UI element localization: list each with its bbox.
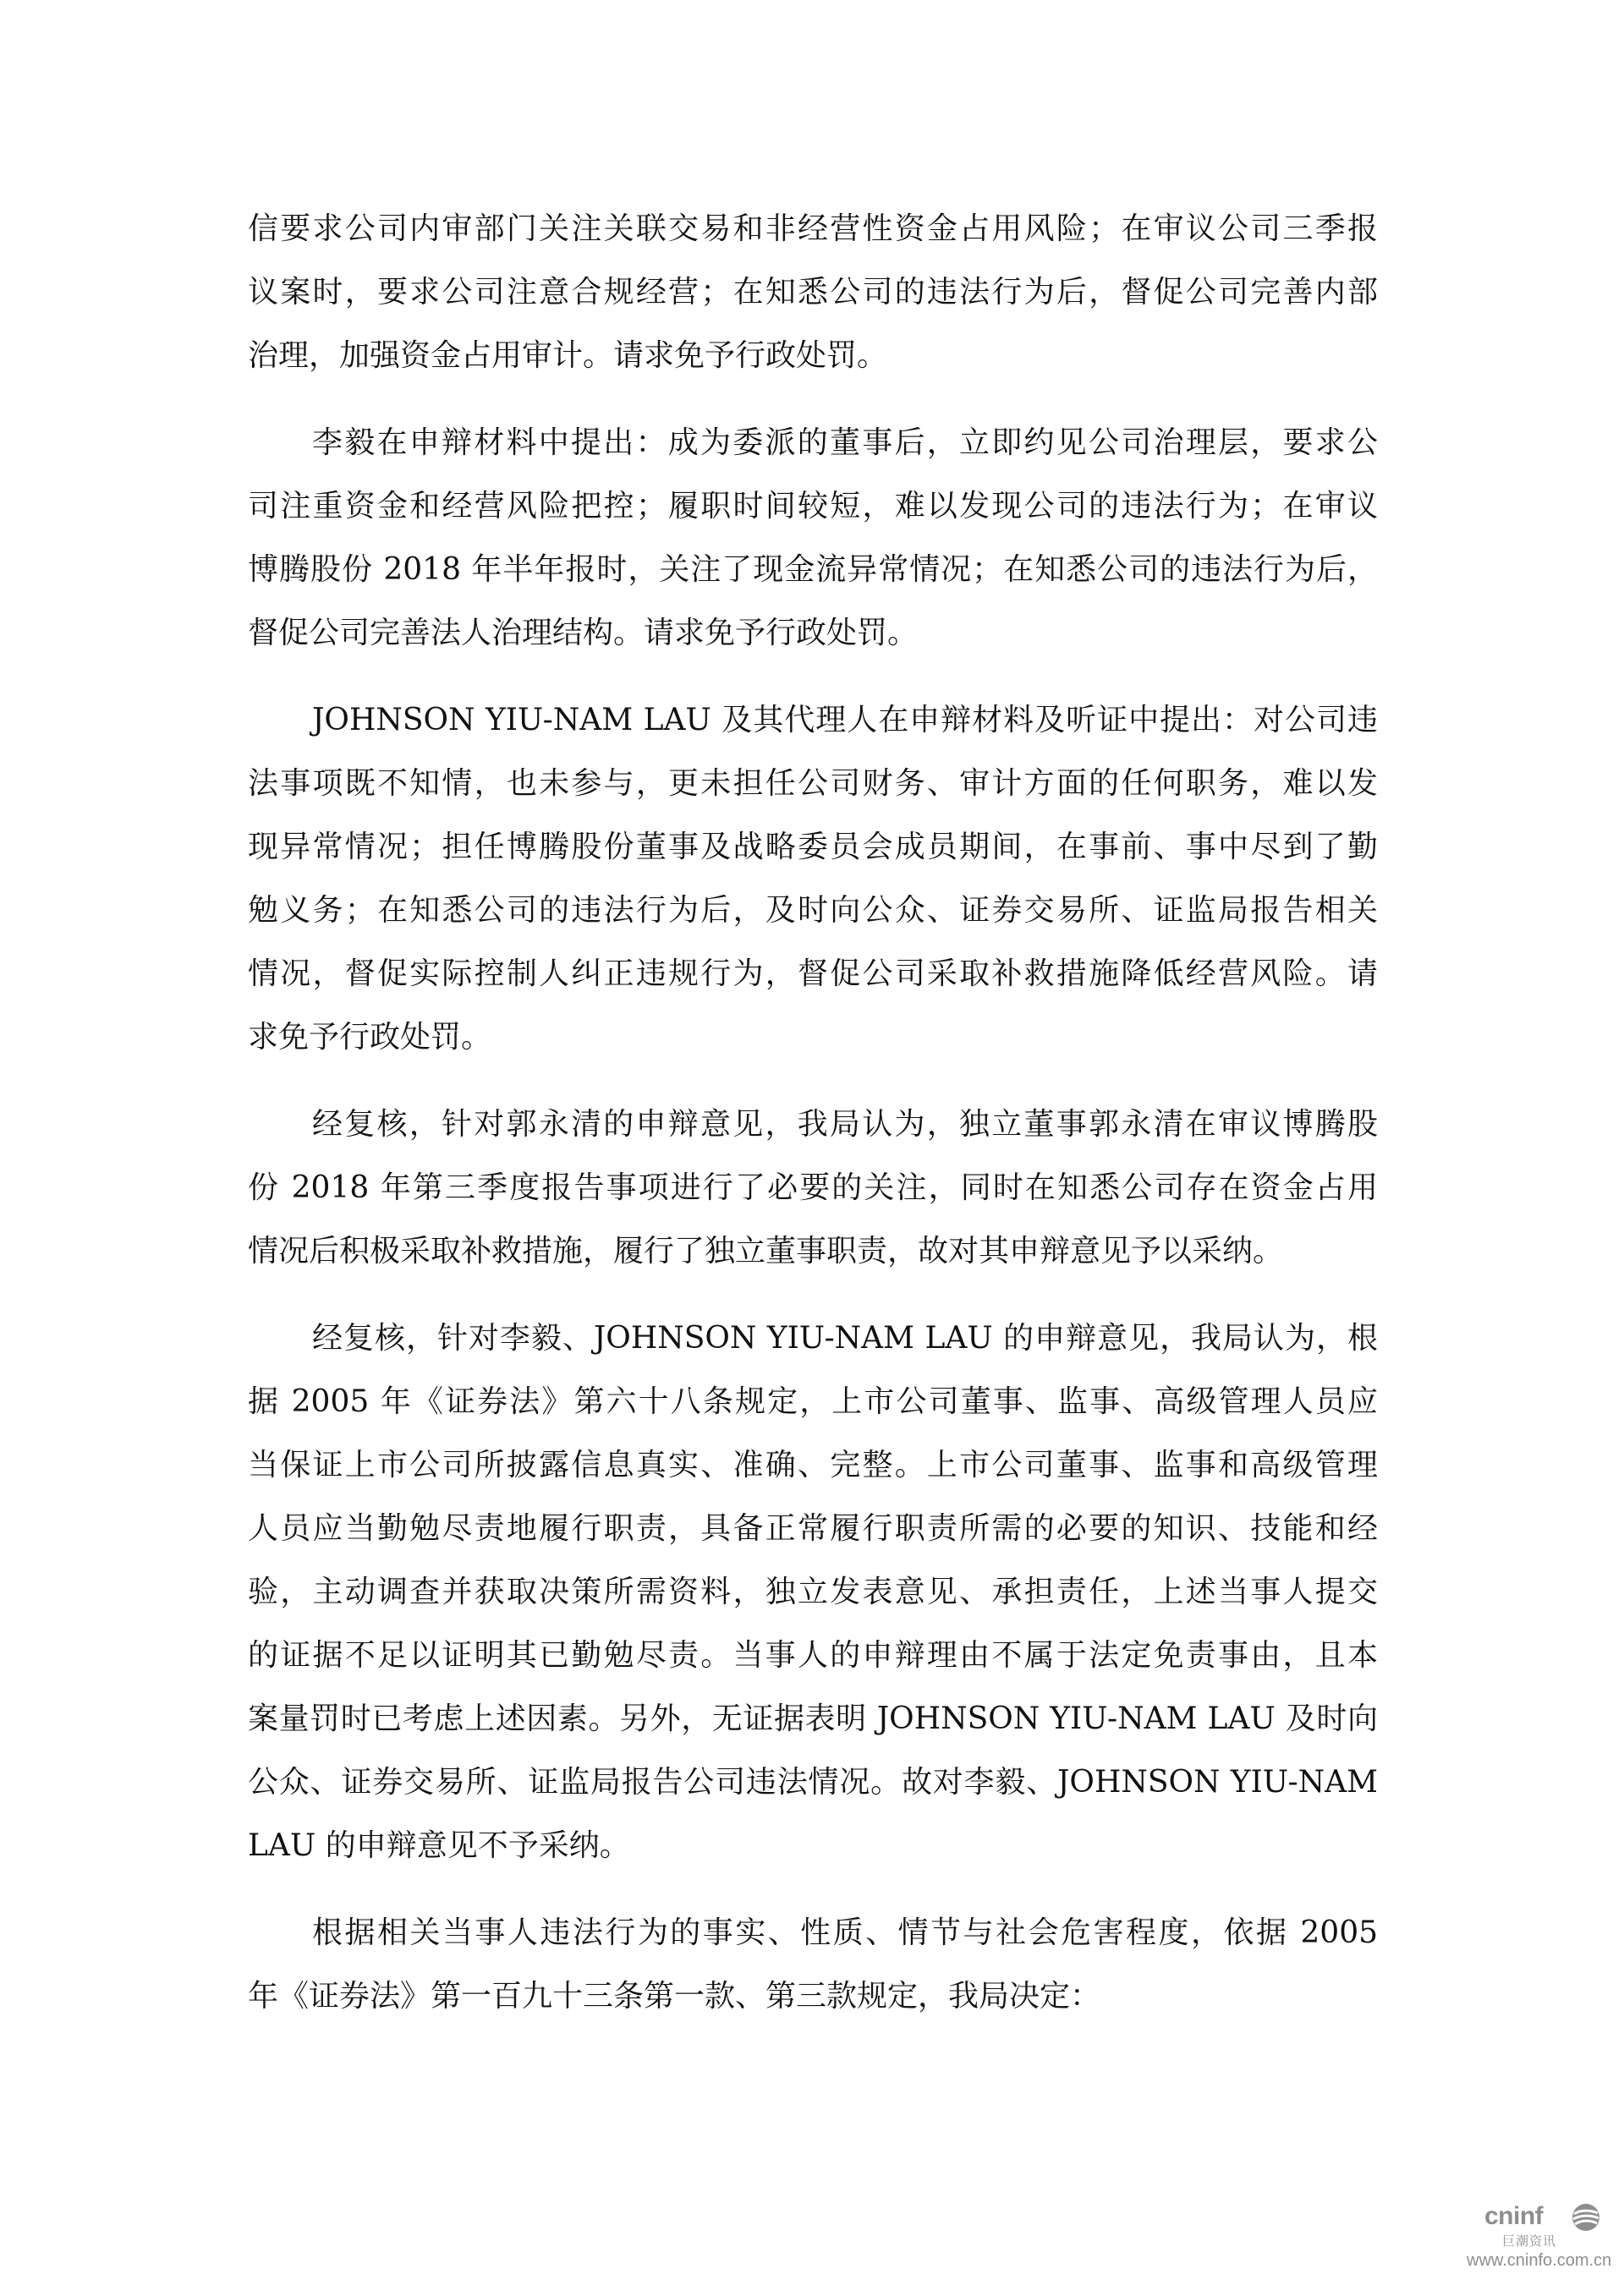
text-line: 勉义务；在知悉公司的违法行为后，及时向公众、证券交易所、证监局报告相关 [248, 893, 1378, 928]
text-line: LAU 的申辩意见不予采纳。 [248, 1828, 630, 1863]
cninfo-watermark [1462, 2199, 1622, 2275]
paragraph-3 [248, 701, 1378, 1082]
text-line: 年《证券法》第一百九十三条第一款、第三款规定，我局决定： [248, 1979, 1101, 2014]
text-line: 当保证上市公司所披露信息真实、准确、完整。上市公司董事、监事和高级管理 [248, 1448, 1378, 1482]
text-line: 现异常情况；担任博腾股份董事及战略委员会成员期间，在事前、事中尽到了勤 [248, 830, 1378, 864]
cninfo-swirl-logo-icon [1572, 2202, 1600, 2233]
text-line: 份 2018 年第三季度报告事项进行了必要的关注，同时在知悉公司存在资金占用 [248, 1170, 1378, 1205]
text-line: 案量罚时已考虑上述因素。另外，无证据表明 JOHNSON YIU-NAM LAU 及时向 [248, 1701, 1378, 1736]
text-line: 的证据不足以证明其已勤勉尽责。当事人的申辩理由不属于法定免责事由，且本 [248, 1638, 1378, 1673]
text-line: 情况后积极采取补救措施，履行了独立董事职责，故对其申辩意见予以采纳。 [248, 1234, 1284, 1269]
text-line: 信要求公司内审部门关注关联交易和非经营性资金占用风险；在审议公司三季报 [248, 211, 1378, 246]
document-body [248, 210, 1378, 2064]
paragraph-5 [248, 1319, 1378, 1890]
paragraph-2 [248, 424, 1378, 677]
watermark-brand: cninf [1484, 2202, 1544, 2230]
text-line: 经复核，针对郭永清的申辩意见，我局认为，独立董事郭永清在审议博腾股 [312, 1107, 1378, 1142]
text-line: JOHNSON YIU-NAM LAU 及其代理人在申辩材料及听证中提出：对公司违 [312, 703, 1378, 737]
text-line: 经复核，针对李毅、JOHNSON YIU-NAM LAU 的申辩意见，我局认为，根 [312, 1321, 1378, 1356]
paragraph-6 [248, 1914, 1378, 2041]
text-line: 公众、证券交易所、证监局报告公司违法情况。故对李毅、JOHNSON YIU-NAM [248, 1765, 1378, 1800]
text-line: 求免予行政处罚。 [248, 1020, 492, 1055]
text-line: 法事项既不知情，也未参与，更未担任公司财务、审计方面的任何职务，难以发 [248, 766, 1378, 801]
text-line: 司注重资金和经营风险把控；履职时间较短，难以发现公司的违法行为；在审议 [248, 489, 1378, 523]
paragraph-1 [248, 210, 1378, 400]
watermark-url: www.cninfo.com.cn [1467, 2251, 1612, 2270]
text-line: 根据相关当事人违法行为的事实、性质、情节与社会危害程度，依据 2005 [312, 1915, 1378, 1950]
text-line: 治理，加强资金占用审计。请求免予行政处罚。 [248, 338, 888, 373]
paragraph-4 [248, 1105, 1378, 1296]
text-line: 督促公司完善法人治理结构。请求免予行政处罚。 [248, 616, 919, 650]
text-line: 人员应当勤勉尽责地履行职责，具备正常履行职责所需的必要的知识、技能和经 [248, 1511, 1378, 1546]
text-line: 李毅在申辩材料中提出：成为委派的董事后，立即约见公司治理层，要求公 [312, 425, 1378, 460]
text-line: 情况，督促实际控制人纠正违规行为，督促公司采取补救措施降低经营风险。请 [248, 956, 1378, 991]
text-line: 博腾股份 2018 年半年报时，关注了现金流异常情况；在知悉公司的违法行为后， [248, 552, 1378, 587]
text-line: 议案时，要求公司注意合规经营；在知悉公司的违法行为后，督促公司完善内部 [248, 275, 1378, 310]
text-line: 验，主动调查并获取决策所需资料，独立发表意见、承担责任，上述当事人提交 [248, 1575, 1378, 1609]
text-line: 据 2005 年《证券法》第六十八条规定，上市公司董事、监事、高级管理人员应 [248, 1384, 1378, 1419]
watermark-chinese-name: 巨潮资讯 [1502, 2233, 1557, 2249]
